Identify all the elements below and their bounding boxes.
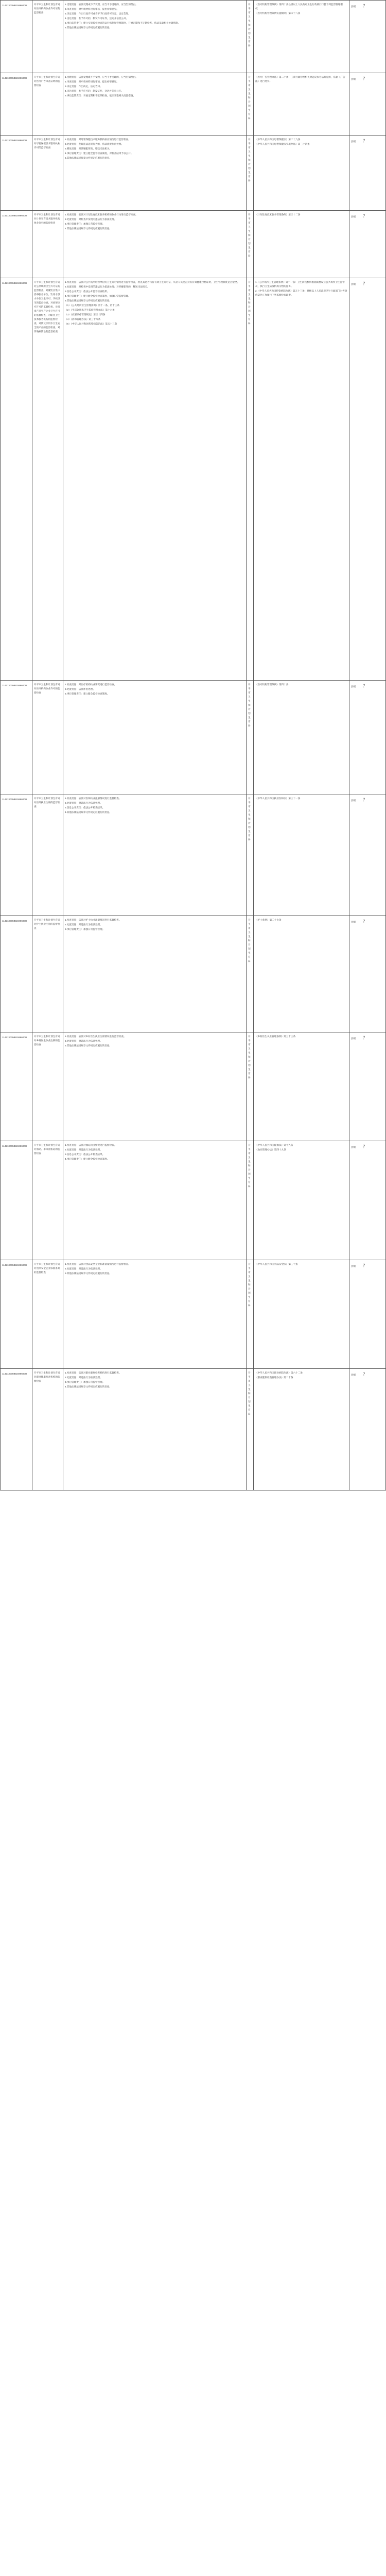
row-mark: ？ [363, 798, 367, 802]
row-content-line: 4.其他法律法规规章文件规定应履行的责任。 [65, 1385, 112, 1388]
row-content-line: 3.移送责任：对涉嫌犯罪的，移送司法机关。 [65, 147, 112, 150]
row-content-line: 2.处置责任：发现违法违规行为的，依法依规作出处理。 [65, 143, 124, 146]
row-content-line: 2.审查责任：对申请材料进行审核，提出初审意见。 [65, 8, 119, 11]
row-content-line: 3.事后管理责任：加强日常监督管理。 [65, 928, 105, 931]
row-content [63, 1141, 247, 1260]
row-code: 11421300MB1599600U [1, 1, 32, 73]
row-mark: ？ [363, 281, 367, 286]
row-content-line: 1.检查责任：依法对乡村医生执业注册情况进行监督检查。 [65, 1035, 126, 1038]
row-basis [254, 278, 349, 680]
row-content-line: 1.检查责任：对医疗机构执业情况进行监督检查。 [65, 683, 117, 686]
row-code: 11421300MB1599600U [1, 794, 32, 916]
table-row [1, 916, 385, 1032]
row-content [63, 1, 247, 73]
row-content-line: 2.审查责任：对申请材料进行审核，提出初审意见。 [65, 80, 119, 83]
row-content [63, 135, 247, 210]
row-item: 开平市卫生和计划生育局对乡村医生执业注册的监督检查 [32, 1032, 63, 1141]
row-content-line: （5）《中华人民共和国传染病防治法》第五十三条 [65, 323, 117, 326]
row-content [63, 794, 247, 916]
row-content-line: （3）《放射诊疗管理规定》第三十四条 [65, 313, 106, 316]
table-row [1, 73, 385, 135]
table-row [1, 1032, 385, 1141]
row-resp: 开平市卫生和计划生育局 [247, 135, 254, 210]
row-content [63, 278, 247, 680]
row-basis-line: 《职业健康检查管理办法》第二十条 [255, 1376, 293, 1379]
table-row [1, 794, 385, 916]
table-row [1, 1260, 385, 1369]
row-basis [254, 1, 349, 73]
row-content [63, 916, 247, 1032]
row-content-line: 1.检查责任：依法对公共场所经营单位的卫生许可情况进行监督检查，检查其是否持有有效卫生许可证，从业人员是否持有有效健康合格证明，卫生管理制度是否健全。 [65, 281, 240, 283]
row-mark: ？ [363, 1144, 367, 1149]
row-note: 县级 ？ [349, 211, 385, 278]
row-basis-line: 《计划生育技术服务管理条例》第三十二条 [255, 213, 301, 216]
row-note: 县级 ？ [349, 135, 385, 210]
row-basis-line: 《医疗机构管理条例实施细则》第六十八条 [255, 12, 301, 15]
row-content-line: 3.信息公开责任：依法公开检查结果。 [65, 1153, 105, 1156]
row-mark: ？ [363, 1263, 367, 1268]
row-basis [254, 1141, 349, 1260]
row-content-line: 1.检查责任：依法对血站执业情况进行监督检查。 [65, 1144, 117, 1146]
row-content-line: 3.其他法律法规规章文件规定应履行的责任。 [65, 1044, 112, 1047]
row-basis [254, 1032, 349, 1141]
row-mark: ？ [363, 1036, 367, 1040]
row-basis-line: 《中华人民共和国献血法》第十九条 [255, 1144, 293, 1146]
row-basis-line: 《医疗机构管理条例》第四十条县级以上人民政府卫生行政部门行使下列监督管理职权：…… [255, 3, 343, 10]
row-code: 11421300MB1599600U [1, 1369, 32, 1490]
row-code: 11421300MB1599600U [1, 135, 32, 210]
row-basis [254, 794, 349, 916]
row-basis-line: 2.《中华人民共和国传染病防治法》第五十三条：县级以上人民政府卫生行政部门对传染病防治工作履行下列监督检查职责。 [255, 290, 347, 297]
row-content-line: 4.事后管理责任：建立健全监督检查制度。 [65, 1158, 110, 1161]
row-item: 开平市卫生和计划生育局对医师执业注册的监督检查 [32, 794, 63, 916]
table-row [1, 681, 385, 794]
row-resp: 开平市卫生和计划生育局 [247, 1032, 254, 1141]
row-note: 县级 ？ [349, 1, 385, 73]
row-note: 县级 ？ [349, 916, 385, 1032]
row-content-line: 1.检查责任：对母婴保健技术服务机构执业情况进行监督检查。 [65, 138, 131, 141]
row-content-line: 3.其他法律法规规章文件规定应履行的责任。 [65, 1272, 112, 1275]
row-item: 开平市卫生和计划生育局对血站、单采血浆站的监督检查 [32, 1141, 63, 1260]
row-basis-line: 1.《公共场所卫生管理条例》第十一条：卫生防疫机构根据需要设立公共场所卫生监督员，执行卫生防疫机构交给的任务。 [255, 281, 345, 288]
row-code: 11421300MB1599600U [1, 1260, 32, 1368]
table-row [1, 278, 385, 681]
row-item: 开平市卫生和计划生育局对职业健康检查机构的监督检查 [32, 1369, 63, 1490]
row-note: 县级 ？ [349, 278, 385, 680]
row-content-line: 1.检查责任：依法对职业健康检查机构进行监督检查。 [65, 1371, 121, 1374]
row-content-line: 2.处置责任：对违法行为依法处理。 [65, 1376, 102, 1379]
row-content-line: 1.检查责任：依法对食品安全企业标准备案情况进行监督检查。 [65, 1263, 131, 1265]
table-row [1, 211, 385, 278]
row-content-line: 2.处置责任：对违法行为依法处理。 [65, 1040, 102, 1043]
row-basis-line: 《医疗机构管理条例》第四十条 [255, 683, 289, 686]
row-content [63, 1260, 247, 1368]
row-mark: ？ [363, 919, 367, 924]
row-mark: ？ [363, 76, 367, 81]
row-content-line: 5.其他法律法规规章文件规定应履行的责任。 [65, 299, 112, 302]
row-content-line: 2.处置责任：对检查中发现的违法行为依法处理；对涉嫌犯罪的，移送司法机关。 [65, 285, 150, 289]
row-resp: 开平市卫生和计划生育局 [247, 1141, 254, 1260]
row-content-line: 3.决定责任：作出决定，法定告知。 [65, 85, 102, 88]
row-content-line: 1.检查责任：依法对护士执业注册情况进行监督检查。 [65, 919, 121, 921]
row-content-line: 5.事后监管责任：开展定期和不定期检查，依法采取相关处置措施。 [65, 94, 136, 97]
row-resp: 开平市卫生和计划生育局 [247, 1369, 254, 1490]
row-resp: 开平市卫生和计划生育局 [247, 1, 254, 73]
row-basis [254, 681, 349, 794]
row-note: 县级 ？ [349, 681, 385, 794]
row-code: 11421300MB1599600U [1, 916, 32, 1032]
row-basis-line: 《血站管理办法》第四十九条 [255, 1148, 286, 1151]
row-content-line: 2.处置责任：依法作出处理。 [65, 688, 95, 691]
row-content-line: 5.其他法律法规规章文件规定应履行的责任。 [65, 157, 112, 160]
row-basis [254, 1369, 349, 1490]
row-content [63, 1032, 247, 1141]
row-basis-line: 《中华人民共和国母婴保健法实施办法》第三十四条 [255, 143, 310, 146]
row-note: 县级 ？ [349, 1141, 385, 1260]
row-basis-line: 《中华人民共和国母婴保健法》第二十九条 [255, 138, 301, 141]
row-code: 11421300MB1599600U [1, 1032, 32, 1141]
row-item: 开平市卫生和计划生育局对公共场所卫生许可证的监督检查，对餐饮具集中消毒服务单位、饮用水供水单位卫生许可、学校卫生的监督检查，对放射诊疗许可的监督检查，对消毒产品生产企业卫生许可的监督检查，对职业卫生技术服务机构的监督检查，对涉及饮用水卫生安全的产品的监督检查，对传染病防治的监督检查 [32, 278, 63, 680]
row-content-line: 2.处置责任：对违法行为依法处理。 [65, 1148, 102, 1151]
row-basis-line: 《中华人民共和国执业医师法》第三十一条 [255, 797, 301, 800]
row-content-line: 1.检查责任：依法对医师执业注册情况进行监督检查。 [65, 797, 121, 800]
row-content [63, 211, 247, 278]
row-content-line: 5.事后监管责任：建立实施监督检查的运行机制和管理制度，开展定期和不定期检查，依法采取相关处置措施。 [65, 22, 181, 25]
row-code: 11421300MB1599600U [1, 681, 32, 794]
row-resp: 开平市卫生和计划生育局 [247, 1260, 254, 1368]
row-basis [254, 135, 349, 210]
row-basis-line: 《中华人民共和国职业病防治法》第六十二条 [255, 1371, 303, 1374]
row-resp: 开平市卫生和计划生育局 [247, 681, 254, 794]
row-content-line: （2）《生活饮用水卫生监督管理办法》第十六条 [65, 309, 115, 312]
row-basis [254, 1260, 349, 1368]
row-content-line: 3.信息公开责任：依法公开检查结果。 [65, 806, 105, 809]
row-mark: ？ [363, 1372, 367, 1377]
row-item: 开平市卫生和计划生育局对食品安全企业标准备案的监督检查 [32, 1260, 63, 1368]
table-row [1, 1141, 385, 1260]
row-item: 开平市卫生和计划生育局对医疗广告审查证明的监督检查 [32, 73, 63, 135]
row-mark: ？ [363, 684, 367, 688]
row-content-line: 4.其他法律法规规章文件规定应履行的责任。 [65, 811, 112, 814]
row-basis-line: 《医疗广告管理办法》第二十条：工商行政管理机关对违反本办法规定的，依据《广告法》进行处罚。 [255, 76, 345, 83]
row-code: 11421300MB1599600U [1, 211, 32, 278]
row-content-line: （1）《公共场所卫生管理条例》第十一条、第十三条 [65, 304, 119, 307]
row-resp: 开平市卫生和计划生育局 [247, 211, 254, 278]
row-content-line: 4.送达责任：准予许可的，制发许可证件，送达并信息公开。 [65, 17, 129, 20]
row-note: 县级 ？ [349, 794, 385, 916]
row-content-line: 3.事后管理责任：建立健全监督检查制度。 [65, 692, 110, 696]
row-resp: 开平市卫生和计划生育局 [247, 278, 254, 680]
row-content-line: 4.事后管理责任：建立健全监督检查制度，对检查结果予以公开。 [65, 152, 133, 155]
row-basis-line: 《乡村医生从业管理条例》第三十三条 [255, 1035, 296, 1038]
row-content [63, 73, 247, 135]
table-row [1, 135, 385, 211]
row-basis-line: 《中华人民共和国食品安全法》第三十条 [255, 1263, 298, 1265]
row-content-line: 2.处置责任：对违法行为依法处理。 [65, 923, 102, 926]
row-content-line: 2.处置责任：对违法行为依法处理。 [65, 802, 102, 805]
row-content-line: 2.处置责任：对违法行为依法处理。 [65, 1267, 102, 1270]
row-code: 11421300MB1599600U [1, 278, 32, 680]
row-item: 开平市卫生和计划生育局对母婴保健技术服务执业许可的监督检查 [32, 135, 63, 210]
row-content-line: 3.事后管理责任：加强日常监督管理。 [65, 223, 105, 226]
row-content-line: 1.受理责任：依法受理或不予受理，应当不予受理的，应当告知理由。 [65, 3, 138, 6]
row-basis [254, 916, 349, 1032]
row-content [63, 1369, 247, 1490]
row-content-line: 4.送达责任：准予许可的，制发证件，送达并信息公开。 [65, 90, 124, 93]
row-item: 开平市卫生和计划生育局对医疗机构执业许可证的监督检查 [32, 1, 63, 73]
row-content-line: 4.事后管理责任：建立健全监督检查制度，加强日常监督管理。 [65, 295, 131, 298]
row-mark: ？ [363, 214, 367, 218]
row-mark: ？ [363, 139, 367, 143]
row-resp: 开平市卫生和计划生育局 [247, 73, 254, 135]
row-resp: 开平市卫生和计划生育局 [247, 916, 254, 1032]
row-content-line: 3.信息公开责任：依法公开监督检查结果。 [65, 290, 110, 293]
row-content [63, 681, 247, 794]
table-row [1, 1369, 385, 1490]
row-content-line: 4.其他法律法规规章文件规定应履行的责任。 [65, 227, 112, 230]
row-basis-line: 《护士条例》第二十七条 [255, 919, 282, 921]
row-basis [254, 73, 349, 135]
row-code: 11421300MB1599600U [1, 1141, 32, 1260]
row-content-line: 6.其他法律法规规章文件规定应履行的责任。 [65, 26, 112, 29]
row-content-line: 3.决定责任：作出行政许可或者不予行政许可决定，法定告知。 [65, 12, 131, 15]
row-item: 开平市卫生和计划生育局对计划生育技术服务机构执业许可的监督检查 [32, 211, 63, 278]
row-note: 县级 ？ [349, 1260, 385, 1368]
row-note: 县级 ？ [349, 73, 385, 135]
row-content-line: 3.事后管理责任：加强日常监督管理。 [65, 1381, 105, 1384]
row-content-line: （4）《消毒管理办法》第三十四条 [65, 318, 101, 321]
row-content-line: 1.检查责任：依法对计划生育技术服务机构的执业行为进行监督检查。 [65, 213, 138, 216]
row-content-line: 2.处置责任：对检查中发现的违法行为依法处理。 [65, 218, 117, 221]
row-basis [254, 211, 349, 278]
row-code: 11421300MB1599600U [1, 73, 32, 135]
row-note: 县级 ？ [349, 1032, 385, 1141]
row-resp: 开平市卫生和计划生育局 [247, 794, 254, 916]
row-item: 开平市卫生和计划生育局对医疗机构执业许可的监督检查 [32, 681, 63, 794]
row-mark: ？ [363, 4, 367, 8]
table-row [1, 1, 385, 73]
row-note: 县级 ？ [349, 1369, 385, 1490]
row-content-line: 1.受理责任：依法受理或不予受理，应当不予受理的，应当告知理由。 [65, 76, 138, 78]
row-item: 开平市卫生和计划生育局对护士执业注册的监督检查 [32, 916, 63, 1032]
